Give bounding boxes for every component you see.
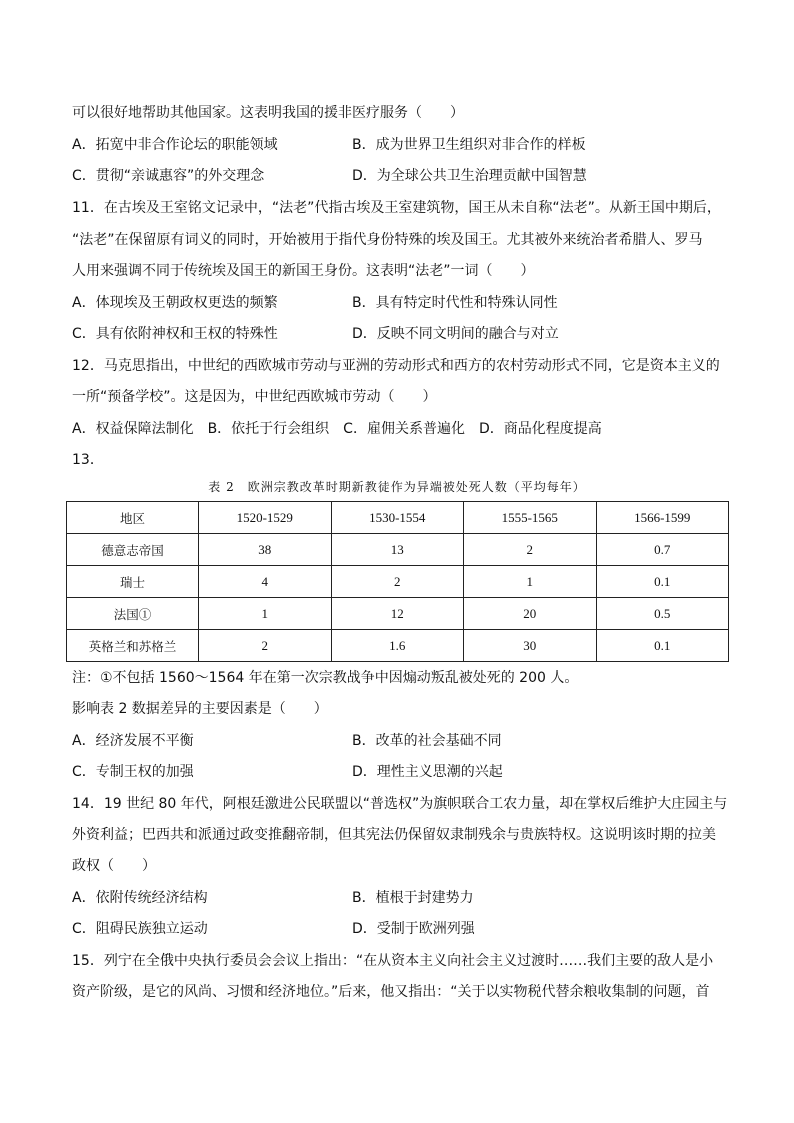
table-cell: 30 (464, 630, 597, 662)
table-cell: 1 (464, 566, 597, 598)
table-cell-region: 瑞士 (67, 566, 199, 598)
q12-stem-line-1: 12．马克思指出，中世纪的西欧城市劳动与亚洲的劳动形式和西方的农村劳动形式不同，它是资本主义的 (72, 358, 720, 374)
table-note: 注：①不包括 1560～1564 年在第一次宗教战争中因煽动叛乱被处死的 200 人。 (72, 670, 579, 686)
q11-option-b[interactable]: B．具有特定时代性和特殊认同性 (352, 295, 558, 311)
q11-option-d[interactable]: D．反映不同文明间的融合与对立 (352, 326, 559, 342)
table-cell: 0.5 (596, 598, 729, 630)
table-caption: 表 2 欧洲宗教改革时期新教徒作为异端被处死人数（平均每年） (208, 480, 586, 494)
q15-stem-line-2: 资产阶级，是它的风尚、习惯和经济地位。”后来，他又指出：“关于以实物税代替余粮收集制的问题，首 (72, 984, 710, 1000)
table-header-cell: 地区 (67, 502, 199, 534)
q13-number: 13． (72, 452, 104, 468)
q10-option-c[interactable]: C．贯彻“亲诚惠容”的外交理念 (72, 168, 265, 184)
q11-stem-line-2: “法老”在保留原有词义的同时，开始被用于指代身份特殊的埃及国王。尤其被外来统治者希腊人、罗马 (72, 232, 703, 248)
table-header-cell: 1520-1529 (199, 502, 332, 534)
q10-option-d[interactable]: D．为全球公共卫生治理贡献中国智慧 (352, 168, 587, 184)
table-cell: 38 (199, 534, 332, 566)
data-table (66, 501, 729, 662)
table-cell: 2 (464, 534, 597, 566)
table-cell: 13 (331, 534, 464, 566)
table-row (67, 630, 729, 662)
q13-stem: 影响表 2 数据差异的主要因素是（ ） (72, 701, 328, 717)
q11-option-a[interactable]: A．体现埃及王朝政权更迭的频繁 (72, 295, 278, 311)
q14-option-d[interactable]: D．受制于欧洲列强 (352, 921, 475, 937)
q15-stem-line-1: 15．列宁在全俄中央执行委员会会议上指出：“在从资本主义向社会主义过渡时……我们主要的敌人是小 (72, 953, 714, 969)
q11-stem-line-3: 人用来强调不同于传统埃及国王的新国王身份。这表明“法老”一词（ ） (72, 263, 535, 279)
q14-option-c[interactable]: C．阻碍民族独立运动 (72, 921, 208, 937)
table-cell: 1.6 (331, 630, 464, 662)
q14-option-b[interactable]: B．植根于封建势力 (352, 890, 474, 906)
q10-stem-tail: 可以很好地帮助其他国家。这表明我国的援非医疗服务（ ） (72, 105, 464, 121)
q14-stem-line-2: 外资利益；巴西共和派通过政变推翻帝制，但其宪法仍保留奴隶制残余与贵族特权。这说明该时期的拉美 (72, 827, 716, 843)
q13-option-b[interactable]: B．改革的社会基础不同 (352, 733, 502, 749)
q10-option-b[interactable]: B．成为世界卫生组织对非合作的样板 (352, 137, 586, 153)
table-cell: 2 (199, 630, 332, 662)
q13-option-d[interactable]: D．理性主义思潮的兴起 (352, 764, 503, 780)
table-cell-region: 德意志帝国 (67, 534, 199, 566)
table-cell: 1 (199, 598, 332, 630)
q13-option-c[interactable]: C．专制王权的加强 (72, 764, 194, 780)
q12-options[interactable]: A．权益保障法制化 B．依托于行会组织 C．雇佣关系普遍化 D．商品化程度提高 (72, 421, 602, 437)
table-header-cell: 1566-1599 (596, 502, 729, 534)
table-cell: 20 (464, 598, 597, 630)
q14-option-a[interactable]: A．依附传统经济结构 (72, 890, 208, 906)
table-cell: 0.1 (596, 566, 729, 598)
table-cell: 12 (331, 598, 464, 630)
table-cell: 4 (199, 566, 332, 598)
table-header-row (67, 502, 729, 534)
table-cell: 0.7 (596, 534, 729, 566)
q11-stem-line-1: 11．在古埃及王室铭文记录中，“法老”代指古埃及王室建筑物，国王从未自称“法老”。从新王国中期后， (72, 200, 721, 216)
q10-option-a[interactable]: A．拓宽中非合作论坛的职能领域 (72, 137, 278, 153)
table-header-cell: 1530-1554 (331, 502, 464, 534)
table-row (67, 566, 729, 598)
q13-option-a[interactable]: A．经济发展不平衡 (72, 733, 194, 749)
table-cell-region: 法国① (67, 598, 199, 630)
table-cell: 0.1 (596, 630, 729, 662)
q14-stem-line-3: 政权（ ） (72, 858, 156, 874)
q12-stem-line-2: 一所“预备学校”。这是因为，中世纪西欧城市劳动（ ） (72, 389, 437, 405)
table-row (67, 598, 729, 630)
table-cell: 2 (331, 566, 464, 598)
table-header-cell: 1555-1565 (464, 502, 597, 534)
q14-stem-line-1: 14．19 世纪 80 年代，阿根廷激进公民联盟以“普选权”为旗帜联合工农力量，却在掌权后维护大庄园主与 (72, 796, 728, 812)
table-row (67, 534, 729, 566)
table-cell-region: 英格兰和苏格兰 (67, 630, 199, 662)
q11-option-c[interactable]: C．具有依附神权和王权的特殊性 (72, 326, 278, 342)
